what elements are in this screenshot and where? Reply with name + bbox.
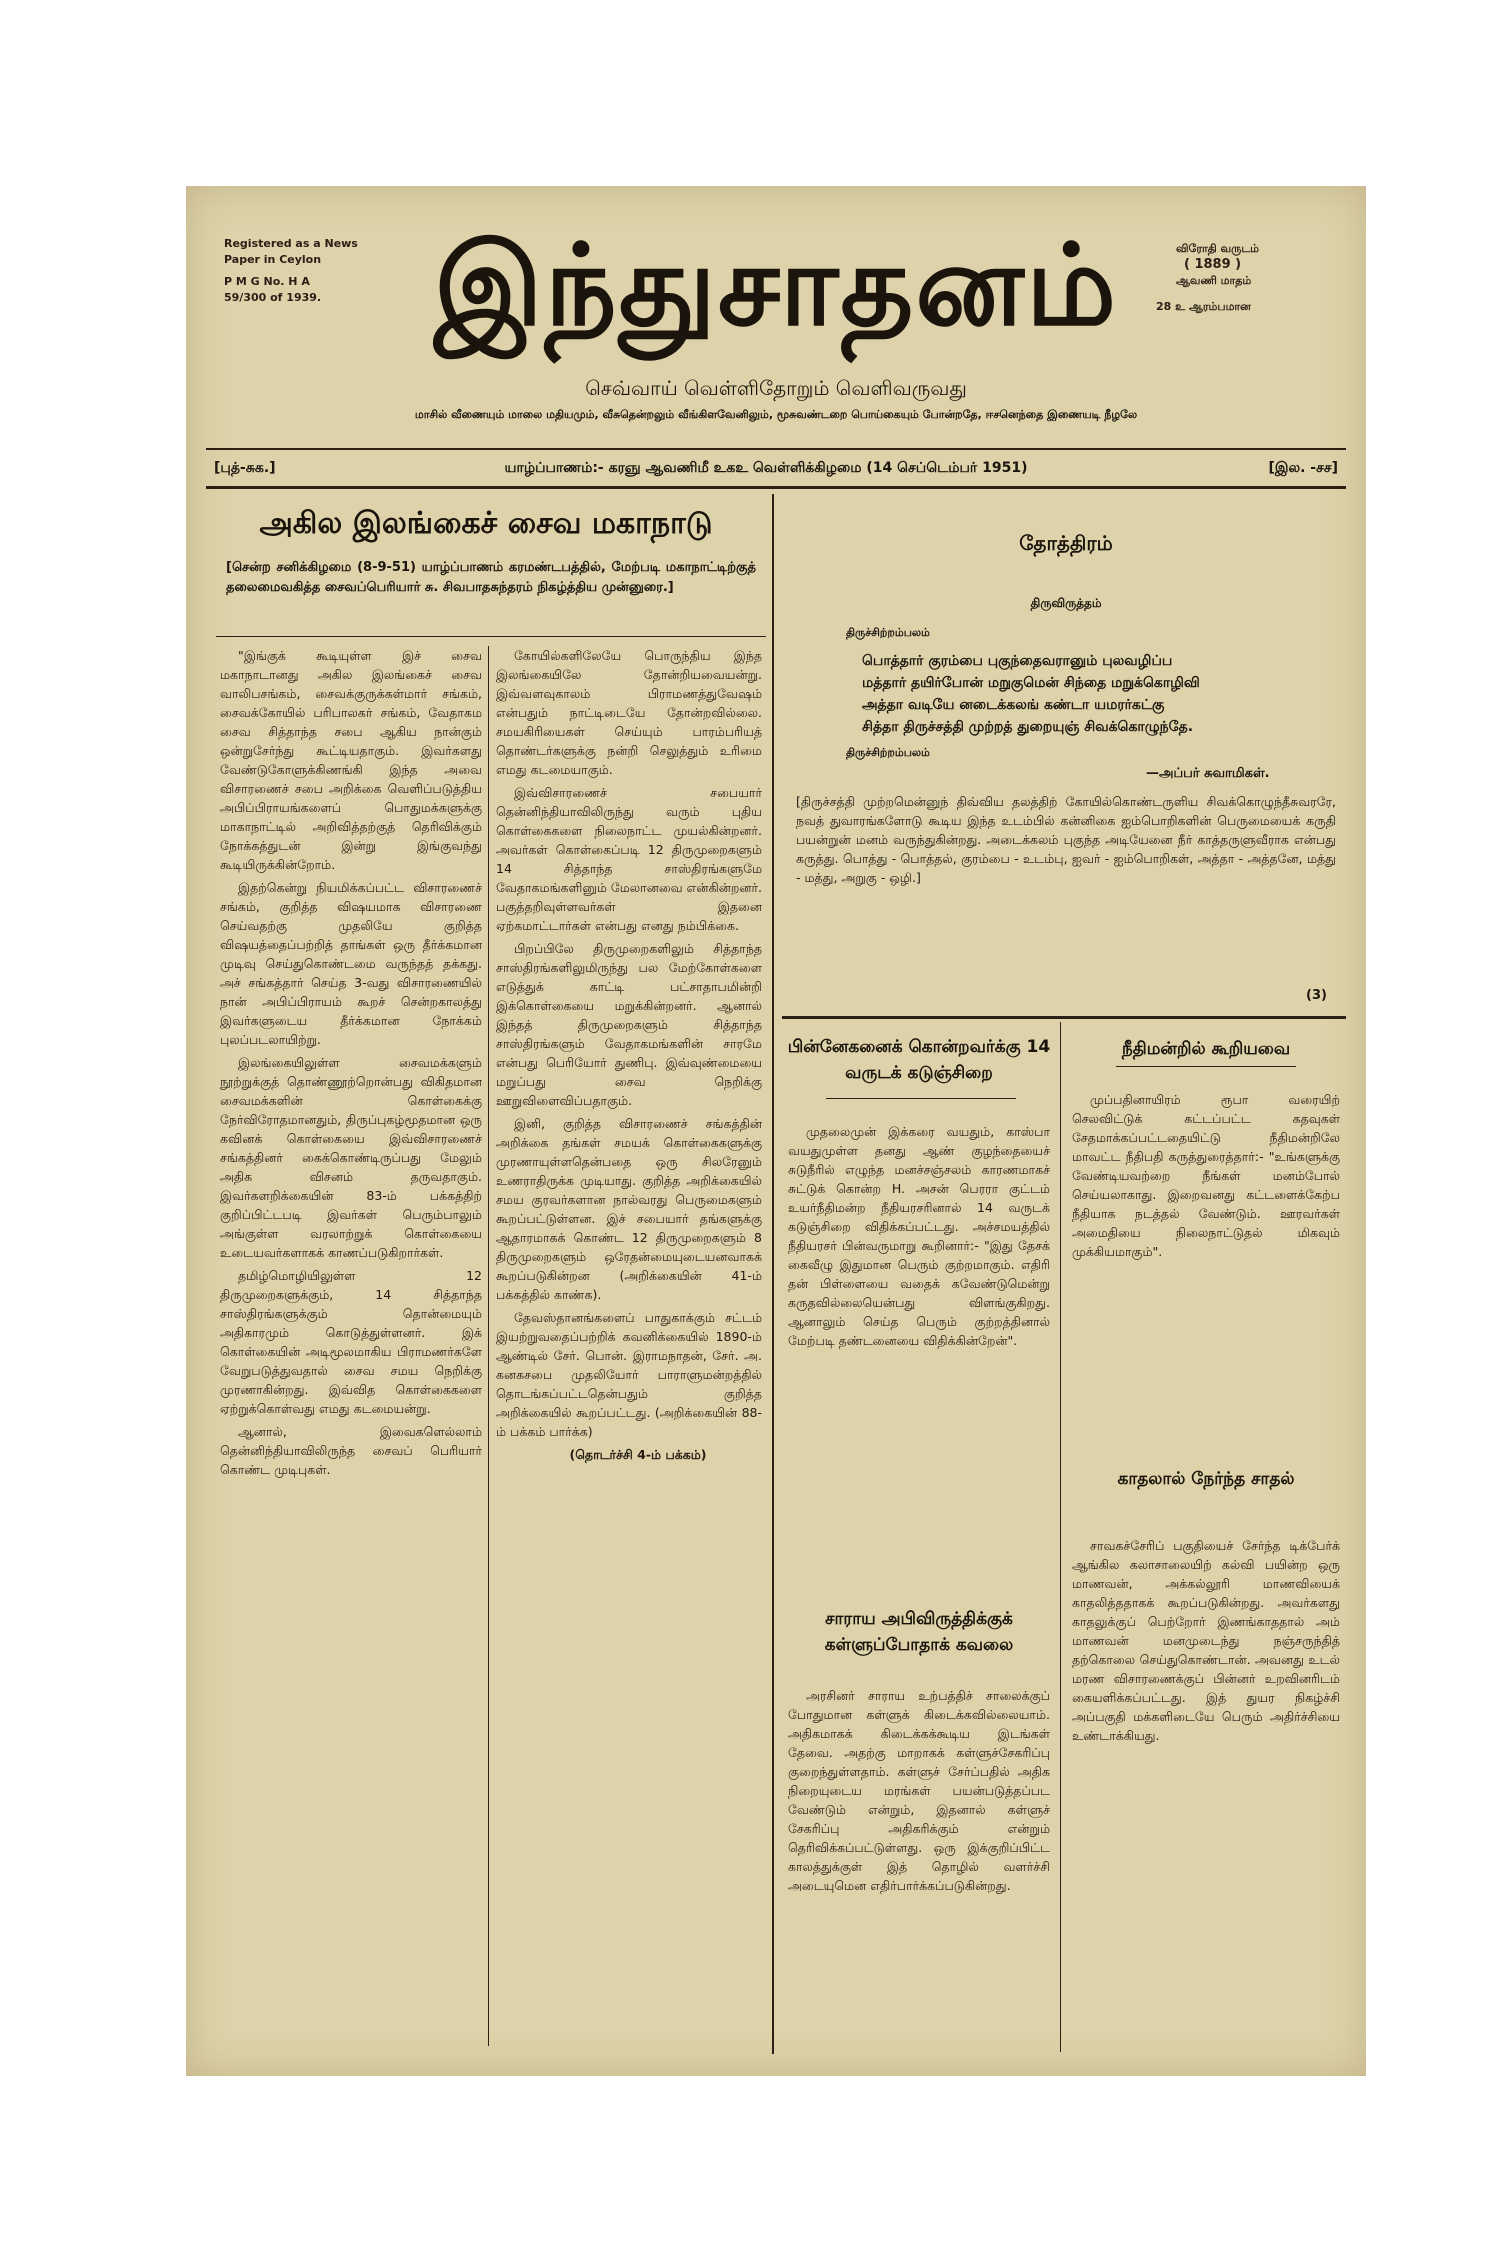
era-year-label: விரோதி வருடம் (1176, 242, 1259, 255)
paragraph: "இங்குக் கூடியுள்ள இச் சைவ மகாநாடானது அகில இலங்கைச் சைவ வாலிபசங்கம், சைவக்குருக்கள்மார் சங்கம், சைவக்கோயில் பரிபாலகர் சங்கம், வேதாகம சைவ சித்தாந்த சபை ஆகிய நான்கும் ஒன்றுசேர்ந்து கூட்டியதாகும். இவர்களது வேண்டுகோளுக்கிணங்கி இந்த அவை விசாரணைச் சபை அறிக்கை வெளிப்படுத்திய அபிப்பிராயங்களைப் பொதுமக்களுக்கு மாகாநாட்டில் அறிவித்தற்குத் தெரிவிக்கும் நோக்கத்துடன் இன்று இங்குவந்து கூடியிருக்கின்றோம். (220, 648, 482, 872)
hymn-number: (3) (1306, 988, 1327, 1003)
lead-column-2 (496, 646, 762, 2046)
paragraph: சாவகச்சேரிப் பகுதியைச் சேர்ந்த டிக்பேர்க் ஆங்கில கலாசாலையிற் கல்வி பயின்ற ஒரு மாணவன், அக்கல்லூரி மாணவியைக் காதலித்ததாகக் கூறப்படுகின்றது. அவர்களது காதலுக்குப் பெற்றோர் இணங்காததால் அம் மாணவன் மனமுடைந்து நஞ்சருந்தித் தற்கொலை செய்துகொண்டான். அவனது உடல் மரண விசாரணைக்குப் பின்னர் உறவினரிடம் கையளிக்கப்பட்டது. இத் துயர நிகழ்ச்சி அப்பகுதி மக்களிடையே பெரும் அதிர்ச்சியை உண்டாக்கியது. (1072, 1538, 1340, 1743)
story-headline: காதலால் நேர்ந்த சாதல் (1117, 1469, 1295, 1489)
story-body (1072, 1536, 1340, 2046)
paragraph: அரசினர் சாராய உற்பத்திச் சாலைக்குப் போதுமான கள்ளுக் கிடைக்கவில்லையாம். அதிகமாகக் கிடைக்கக்கூடிய இடங்கள் தேவை. அதற்கு மாறாகக் கள்ளுச்சேகரிப்பு குறைந்துள்ளதாம். கள்ளுச் சேர்ப்பதில் அதிக நிறையுடைய மரங்கள் பயன்படுத்தப்பட வேண்டும் என்றும், இதனால் கள்ளுச் சேகரிப்பு அதிகரிக்கும் என்றும் தெரிவிக்கப்பட்டுள்ளது. ஒரு இக்குறிப்பிட்ட காலத்துக்குள் இத் தொழில் வளர்ச்சி அடையுமென எதிர்பார்க்கப்படுகின்றது. (788, 1688, 1050, 1893)
newspaper-title: இந்துசாதனம் (433, 221, 1119, 351)
story-rule (1116, 1066, 1296, 1067)
masthead-motto: மாசில் வீணையும் மாலை மதியமும், வீசுதென்றலும் வீங்கிளவேனிலும், மூசுவண்டறை பொய்கையும் போன்றதே, ஈசனெந்தை இணையடி நீழலே (414, 408, 1138, 421)
stories-column-divider (1060, 1022, 1061, 2052)
lead-intro-rule (216, 636, 766, 637)
lead-column-divider (488, 646, 489, 2046)
masthead-rule-bottom (206, 486, 1346, 489)
dateline-bar (206, 454, 1346, 484)
paragraph: முப்பதினாயிரம் ரூபா வரையிற் செலவிட்டுக் கட்டப்பட்ட கதவுகள் சேதமாக்கப்பட்டதையிட்டு நீதிமன்றிலே மாவட்ட நீதிபதி கருத்துரைத்தார்:- "உங்களுக்கு வேண்டியவற்றை நீங்கள் மனம்போல் செய்யலாகாது. இறைவனது கட்டளைக்கேற்ப நீதியாக நடத்தல் வேண்டும். ஊரவர்கள் அமைதியை நிலைநாட்டுதல் மிகவும் முக்கியமாகும்". (1072, 1092, 1340, 1259)
column-divider-main (772, 494, 774, 2054)
verse-line: மத்தார் தயிர்போன் மறுகுமென் சிந்தை மறுக்கொழிவி (862, 675, 1200, 691)
paragraph: கோயில்களிலேயே பொருந்திய இந்த இலங்கையிலே தோன்றியவையன்று. இவ்வளவுகாலம் பிராமணத்துவேஷம் என்பதும் நாட்டிடையே தோன்றவில்லை. சமயகிரியைகள் செய்யும் பாரம்பரியத் தொண்டர்களுக்கு நன்றி செலுத்தும் உரிமை எமது கடமையாகும். (496, 648, 762, 777)
hymn-label-top: திருச்சிற்றம்பலம் (846, 626, 930, 639)
lead-intro: [சென்ற சனிக்கிழமை (8-9-51) யாழ்ப்பாணம் கரமண்டபத்தில், மேற்படி மகாநாட்டிற்குத் தலைமைவகித்த சைவப்பெரியார் சு. சிவபாதசுந்தரம் நிகழ்த்திய முன்னுரை.] (226, 560, 756, 595)
paragraph: இனி, குறித்த விசாரணைச் சங்கத்தின் அறிக்கை தங்கள் சமயக் கொள்கைகளுக்கு முரணாயுள்ளதென்பதை ஒரு சிலரேனும் உணராதிருக்க முடியாது. குறித்த அறிக்கையில் சமய குரவர்களான நால்வரது பெருமைகளும் கூறப்பட்டுள்ளன. இச் சபையார் தங்களுக்கு ஆதாரமாகக் கொண்ட 12 திருமுறைகளும் 8 திருமுறைகளும் ஒரேதன்மையுடையனவாகக் கூறப்படுகின்றன (அறிக்கையின் 41-ம் பக்கத்தில் காண்க). (496, 1116, 762, 1302)
story-body (788, 1122, 1050, 1592)
paragraph: முதலைமுன் இக்கரை வயதும், காஸ்பா வயதுமுள்ள தனது ஆண் குழந்தையைச் சுடுநீரில் எழுந்த மனச்சஞ்சலம் காரணமாகச் சுட்டுக் கொன்ற H. அசன் பெரரா குட்டம் உயர்நீதிமன்ற நீதியரசரினால் 14 வருடக் கடுஞ்சிறை விதிக்கப்பட்டது. அச்சமயத்தில் நீதியரசர் பின்வருமாறு கூறினார்:- "இது தேசக் கைவீழு இதுமான பெரும் குற்றமாகும். எதிரி தன் பிள்ளையை வதைக் கவேண்டுமென்று கருதவில்லையென்பது விளங்குகிறது. ஆனாலும் செய்த பெரும் குற்றத்தினால் மேற்படி தண்டனையை விதிக்கின்றேன்". (788, 1124, 1050, 1348)
hymn-heading: தோத்திரம் (1019, 531, 1113, 555)
verse-line: பொத்தார் குரம்பை புகுந்தைவரானும் புலவழிப்ப (862, 653, 1173, 669)
story-rule (826, 1098, 1016, 1099)
publication-schedule: செவ்வாய் வெள்ளிதோறும் வெளிவருவது (585, 376, 967, 400)
hymn-subheading: திருவிருத்தம் (1030, 596, 1102, 610)
paragraph: பிறப்பிலே திருமுறைகளிலும் சித்தாந்த சாஸ்திரங்களிலுமிருந்து பல மேற்கோள்களை எடுத்துக் காட்டி பட்சாதாபமின்றி இக்கொள்கையை மறுக்கின்றனர். ஆனால் இந்தத் திருமுறைகளும் சித்தாந்த சாஸ்திரங்களும் வேதாகமங்களின் சாரமே என்பது பெரியோர் துணிபு. இவ்வுண்மையை மறுப்பது சைவ நெறிக்கு ஊறுவிளைவிப்பதாகும். (496, 941, 762, 1108)
paragraph: இலங்கையிலுள்ள சைவமக்களும் நூற்றுக்குத் தொண்ணூற்றொன்பது விகிதமான சைவமக்களின் கொள்கைக்கு நேர்விரோதமானதும், திருப்புகழ்மூதமான ஒரு கவினக் கொள்கையை இவ்விசாரணைச் சங்கத்தினர் கைக்கொண்டிருப்பது மேலும் அதிக விசனம் தருவதாகும். இவர்களறிக்கையின் 83-ம் பக்கத்திற் குறிப்பிட்டபடி இவர்கள் பெரும்பாலும் அங்குள்ள வரலாற்றுக் கொள்கையை உடையவர்களாகக் காணப்படுகிறார்கள். (220, 1055, 482, 1260)
registration-line: Registered as a News (224, 237, 358, 250)
hymn-author: —அப்பர் சுவாமிகள். (1146, 766, 1270, 781)
paragraph: தமிழ்மொழியிலுள்ள 12 திருமுறைகளுக்கும், 14 சித்தாந்த சாஸ்திரங்களுக்கும் தொன்மையும் அதிகாரமும் கொடுத்துள்ளனர். இக் கொள்கையின் அடிமூலமாகிய பிராமணர்களே வேறுபடுத்துவதால் சைவ சமய நெறிக்கு முரணாகின்றது. இவ்வித கொள்கைகளை ஏற்றுக்கொள்வது எமது கடமையன்று. (220, 1268, 482, 1416)
verse-line: அத்தா வடியே னடைக்கலங் கண்டா யமரர்கட்கு (862, 697, 1165, 713)
verse-line: சித்தா திருச்சத்தி முற்றத் துறையுஞ் சிவக்கொழுந்தே. (862, 719, 1194, 735)
registration-line: P M G No. H A (224, 275, 310, 288)
lead-headline: அகில இலங்கைச் சைவ மகாநாடு (259, 506, 713, 541)
paragraph: தேவஸ்தானங்களைப் பாதுகாக்கும் சட்டம் இயற்றுவதைப்பற்றிக் கவனிக்கையில் 1890-ம் ஆண்டில் சேர். பொன். இராமநாதன், சேர். அ. கனகசபை முதலியோர் பாராளுமன்றத்தில் தொடங்கப்பட்டதென்பதும் குறித்த அறிக்கையில் கூறப்பட்டது. (அறிக்கையின் 88-ம் பக்கம் பார்க்க) (496, 1310, 762, 1439)
story-headline: நீதிமன்றில் கூறியவை (1121, 1039, 1291, 1059)
paragraph: இதற்கென்று நியமிக்கப்பட்ட விசாரணைச் சங்கம், குறித்த விஷயமாக விசாரணை செய்வதற்கு முதலியே குறித்த விஷயத்தைப்பற்றித் தாங்கள் ஒரு தீர்க்கமான முடிவு செய்துகொண்டமை வருந்தத் தக்கது. அச் சங்கத்தார் செய்த 3-வது விசாரணையில் நான் அபிப்பிராயம் கூறச் சென்றகாலத்து இவர்களுடைய தீர்க்கமான நோக்கம் புலப்படலாயிற்று. (220, 880, 482, 1047)
story-headline: சாராய அபிவிருத்திக்குக் கள்ளுப்போதாக் கவலை (824, 1609, 1014, 1655)
registration-notice (224, 236, 374, 306)
paragraph: இவ்விசாரணைச் சபையார் தென்னிந்தியாவிலிருந்து வரும் புதிய கொள்கைகளை நிலைநாட்ட முயல்கின்றனர். அவர்கள் கொள்கைப்படி 12 திருமுறைகளும் 14 சித்தாந்த சாஸ்திரங்களுமே வேதாகமங்களினும் மேலானவை என்கின்றனர். பகுத்தறிவுள்ளவர்கள் இதனை ஏற்கமாட்டார்கள் என்பது எனது நம்பிக்கை. (496, 785, 762, 933)
hymn-label-bottom: திருச்சிற்றம்பலம் (846, 746, 930, 759)
lead-column-1 (220, 646, 482, 2046)
newspaper-page (186, 186, 1366, 2076)
continuation-note: (தொடர்ச்சி 4-ம் பக்கம்) (569, 1447, 707, 1462)
registration-line: Paper in Ceylon (224, 253, 322, 266)
story-body (788, 1686, 1050, 2046)
hymn-commentary: [திருச்சத்தி முற்றமென்னுந் திவ்விய தலத்திற் கோயில்கொண்டருளிய சிவக்கொழுந்தீசுவரரே, நவத் துவாரங்களோடு கூடிய இந்த உடம்பில் கன்னிகை ஐம்பொறிகளின் பெருமையைக் கருதி பயன்றுன் மனம் வருந்துகின்றது. அடைக்கலம் புகுந்த அடியேனை நீர் காத்தருளுவீராக என்பது கருத்து. பொத்து - பொத்தல், குரம்பை - உடம்பு, ஐவர் - ஐம்பொறிகள், அத்தா - அத்தனே, மத்து - மத்து, அறுகு - ஒழி.] (796, 794, 1336, 885)
volume-number: [புத்-சுக.] (214, 460, 276, 476)
masthead-date-block (1156, 241, 1346, 315)
paragraph: ஆனால், இவைகளெல்லாம் தென்னிந்தியாவிலிருந்த சைவப் பெரியார் கொண்ட முடிபுகள். (220, 1424, 482, 1477)
story-body (1072, 1090, 1340, 1450)
registration-line: 59/300 of 1939. (224, 291, 322, 304)
story-headline: பின்னேகனைக் கொன்றவர்க்கு 14 வருடக் கடுஞ்சிறை (787, 1037, 1051, 1083)
masthead-rule-top (206, 448, 1346, 450)
era-year: ( 1889 ) (1184, 257, 1242, 272)
month-label: ஆவணி மாதம் (1176, 274, 1252, 287)
hymn-verse (862, 650, 1332, 738)
issue-number: [இல. -சச] (1268, 460, 1338, 476)
hymn-bottom-rule (782, 1016, 1346, 1019)
dateline: யாழ்ப்பாணம்:- கரஞு ஆவணிமீ உகஉ வெள்ளிக்கிழமை (14 செப்டெம்பர் 1951) (504, 460, 1028, 476)
volume-start: 28 உ ஆரம்பமான (1156, 300, 1251, 313)
